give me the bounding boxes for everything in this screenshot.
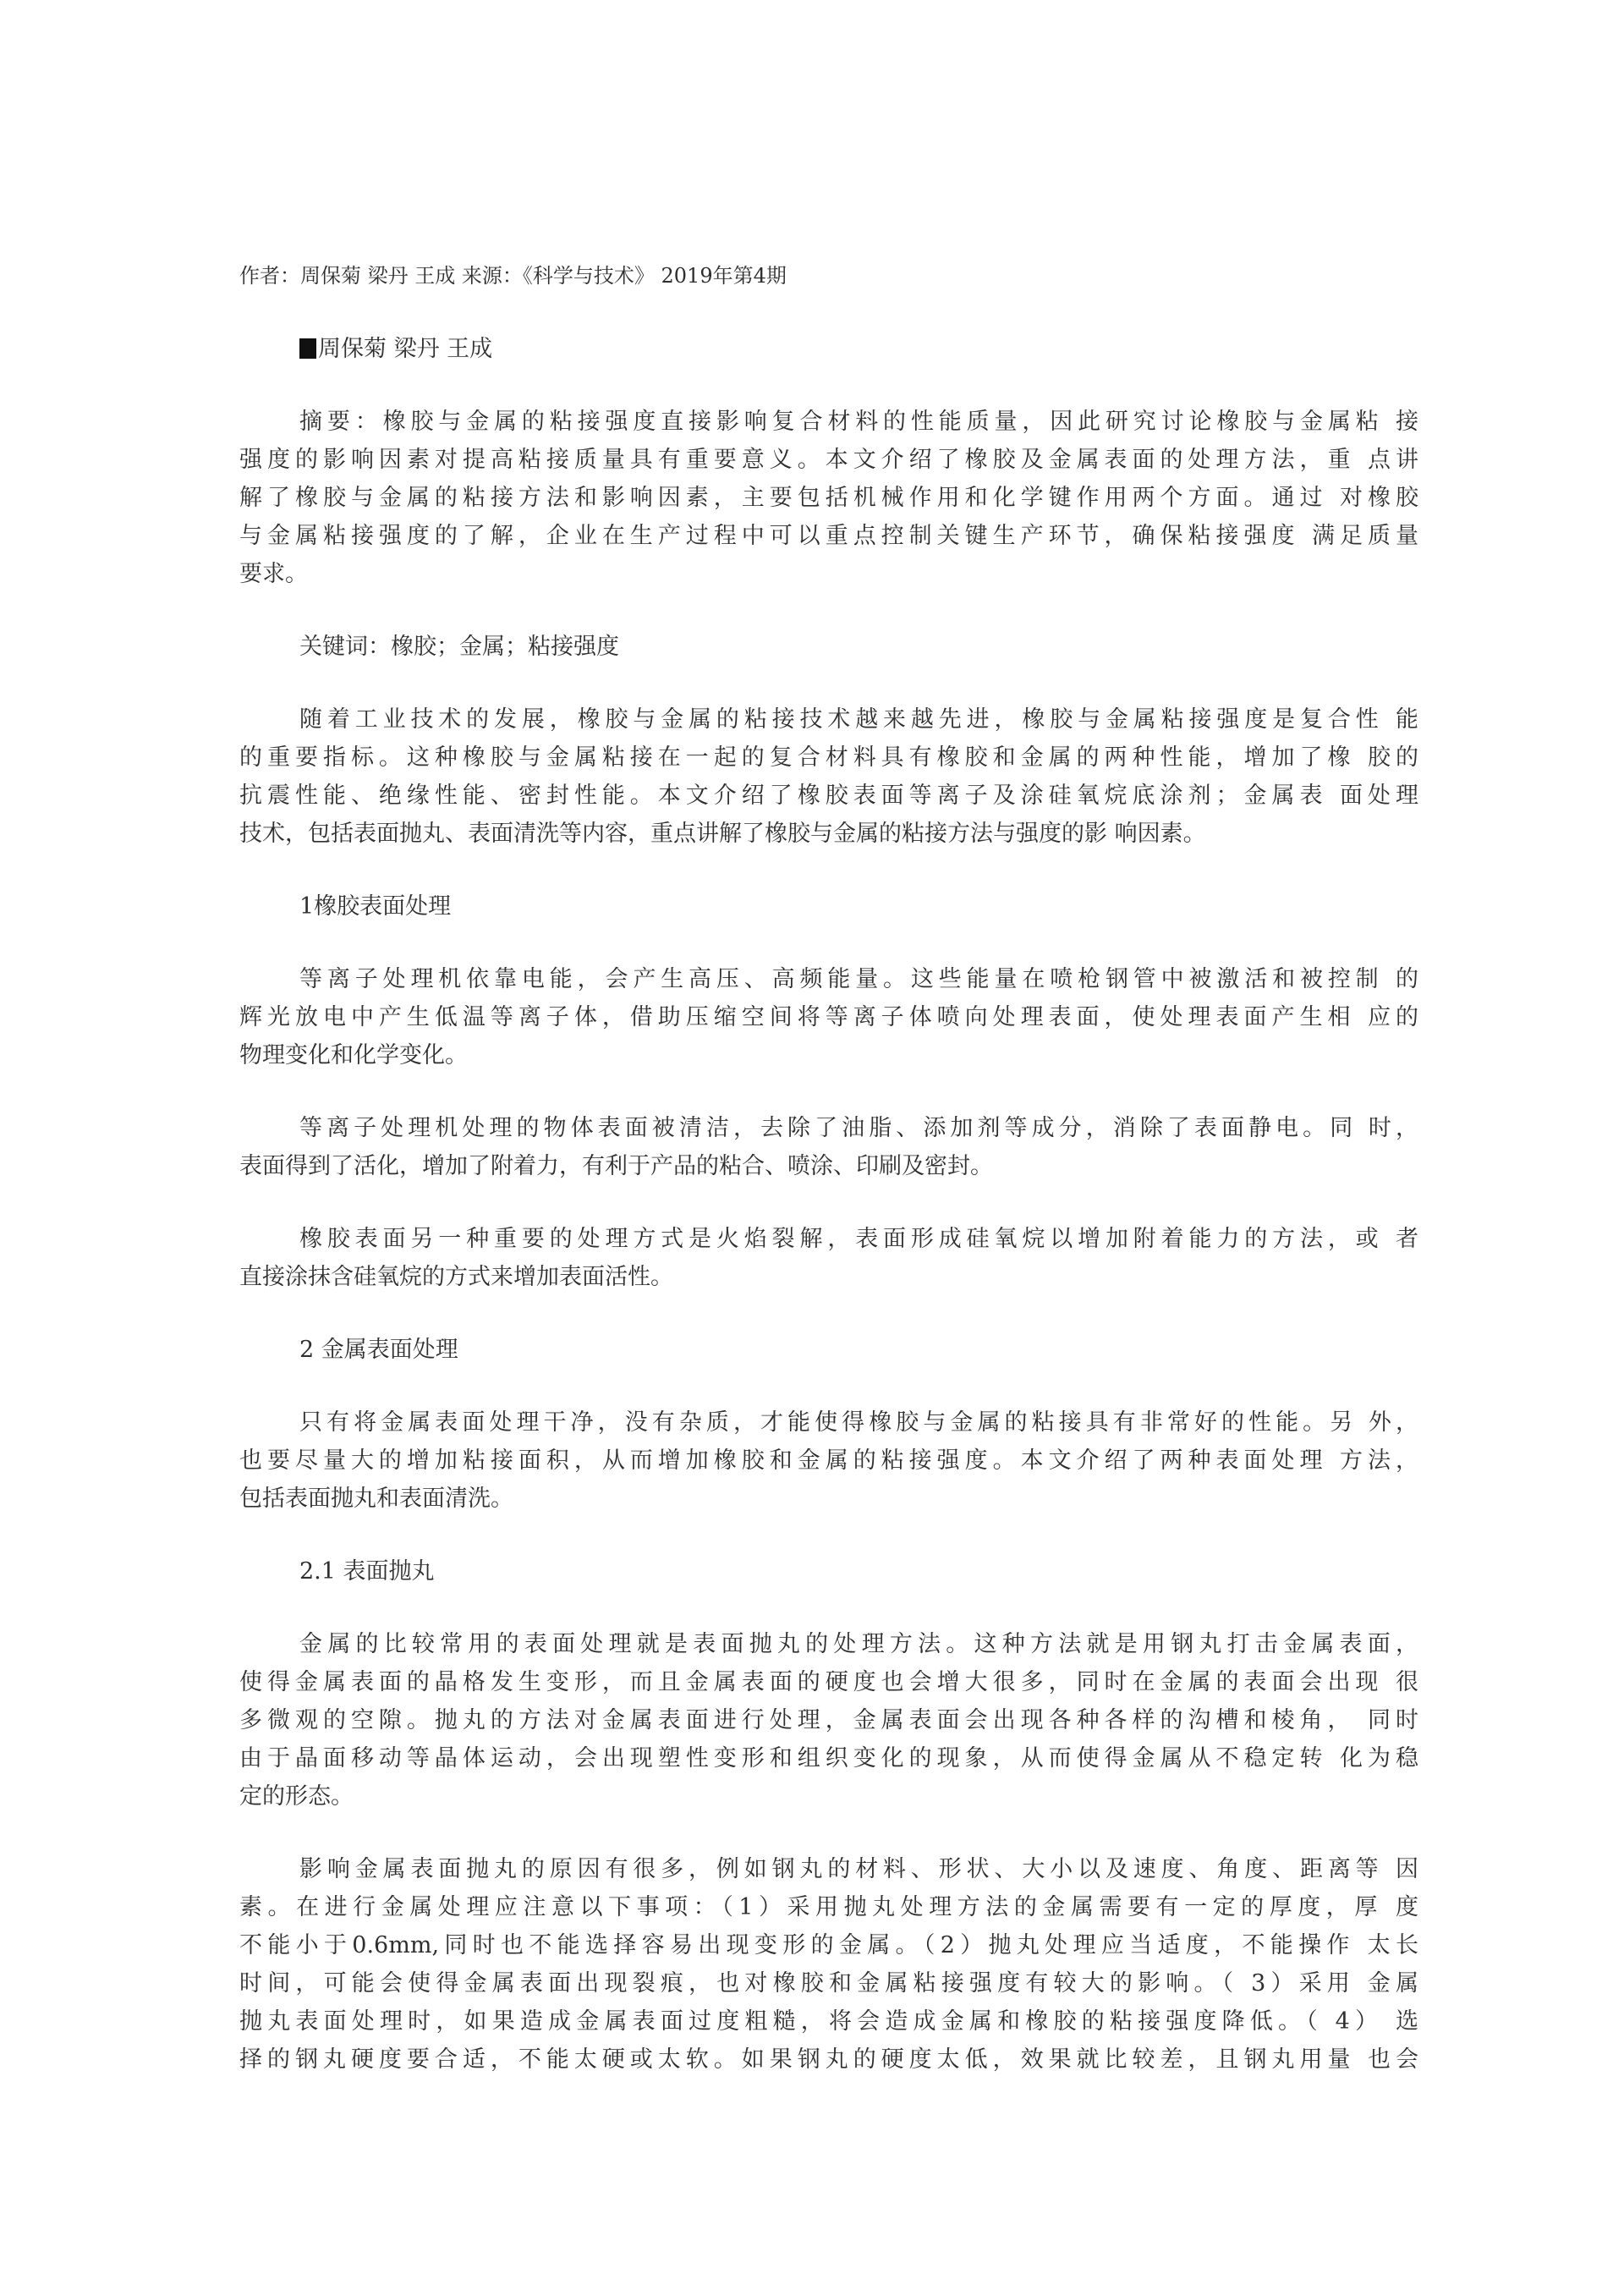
section-heading [239, 1552, 1418, 1590]
text-line: 金属的比较常用的表面处理就是表面抛丸的处理方法。这种方法就是用钢丸打击金属表面， [299, 1631, 1418, 1657]
text-line: 抛丸表面处理时，如果造成金属表面过度粗糙，将会造成金属和橡胶的粘接强度降低。（ 4） 选 [239, 2008, 1418, 2035]
paragraph [239, 960, 1418, 1074]
text-line: 抗震性能、绝缘性能、密封性能。本文介绍了橡胶表面等离子及涂硅氧烷底涂剂；金属表 面处理 [239, 783, 1418, 809]
text-line: 随着工业技术的发展，橡胶与金属的粘接技术越来越先进，橡胶与金属粘接强度是复合性 能 [299, 706, 1418, 733]
text-line: 辉光放电中产生低温等离子体，借助压缩空间将等离子体喷向处理表面，使处理表面产生相 应的 [239, 1004, 1418, 1030]
text-line: 技术，包括表面抛丸、表面清洗等内容，重点讲解了橡胶与金属的粘接方法与强度的影 响因素。 [239, 821, 1206, 847]
paragraph [239, 700, 1418, 853]
text-line: 择的钢丸硬度要合适，不能太硬或太软。如果钢丸的硬度太低，效果就比较差，且钢丸用量 也会 [239, 2046, 1418, 2073]
text-line: 素。在进行金属处理应注意以下事项：（1）采用抛丸处理方法的金属需要有一定的厚度，厚 度 [239, 1894, 1418, 1920]
source-info [239, 257, 1418, 295]
text-line: 的重要指标。这种橡胶与金属粘接在一起的复合材料具有橡胶和金属的两种性能，增加了橡 胶的 [239, 744, 1418, 771]
text-line: 等离子处理机依靠电能，会产生高压、高频能量。这些能量在喷枪钢管中被激活和被控制 的 [299, 966, 1418, 992]
text-line: 影响金属表面抛丸的原因有很多，例如钢丸的材料、形状、大小以及速度、角度、距离等 因 [299, 1856, 1418, 1882]
black-square-icon [299, 338, 316, 359]
paragraph [239, 403, 1418, 593]
text-line: 强度的影响因素对提高粘接质量具有重要意义。本文介绍了橡胶及金属表面的处理方法，重 点讲 [239, 447, 1418, 473]
text-line: 不能小于0.6mm,同时也不能选择容易出现变形的金属。（2）抛丸处理应当适度，不能操作 太长 [239, 1932, 1418, 1958]
text-line: 1橡胶表面处理 [299, 893, 452, 920]
section-heading [239, 628, 1418, 666]
paragraph [239, 1403, 1418, 1518]
text-line: 橡胶表面另一种重要的处理方式是火焰裂解，表面形成硅氧烷以增加附着能力的方法，或 者 [299, 1226, 1418, 1252]
paragraph [239, 1220, 1418, 1296]
text-line: 2.1 表面抛丸 [299, 1558, 435, 1585]
text-line: 解了橡胶与金属的粘接方法和影响因素，主要包括机械作用和化学键作用两个方面。通过 对橡胶 [239, 485, 1418, 511]
text-line: 也要尽量大的增加粘接面积，从而增加橡胶和金属的粘接强度。本文介绍了两种表面处理 方法， [239, 1447, 1418, 1474]
paragraph [239, 1850, 1418, 2079]
article-content [239, 403, 1418, 2079]
text-line: 表面得到了活化，增加了附着力，有利于产品的粘合、喷涂、印刷及密封。 [239, 1153, 993, 1179]
meta-line: 作者：周保菊 梁丹 王成 来源：《科学与技术》 2019年第4期 [239, 264, 787, 288]
text-line: 关键词：橡胶；金属；粘接强度 [299, 634, 619, 660]
text-line: 摘要：橡胶与金属的粘接强度直接影响复合材料的性能质量，因此研究讨论橡胶与金属粘 接 [299, 409, 1418, 435]
text-line: 多微观的空隙。抛丸的方法对金属表面进行处理，金属表面会出现各种各样的沟槽和棱角， 同时 [239, 1707, 1418, 1733]
text-line: 物理变化和化学变化。 [239, 1042, 468, 1068]
paragraph [239, 1625, 1418, 1815]
text-line: 定的形态。 [239, 1783, 354, 1810]
document-body [239, 257, 1418, 2113]
author-line [239, 330, 1418, 368]
text-line: 直接涂抹含硅氧烷的方式来增加表面活性。 [239, 1264, 673, 1290]
paragraph [239, 1109, 1418, 1185]
text-line: 2 金属表面处理 [299, 1337, 458, 1363]
text-line: 使得金属表面的晶格发生变形，而且金属表面的硬度也会增大很多，同时在金属的表面会出现 很 [239, 1669, 1418, 1695]
text-line: 包括表面抛丸和表面清洗。 [239, 1486, 513, 1512]
text-line: 要求。 [239, 561, 308, 587]
section-heading [239, 887, 1418, 926]
text-line: 与金属粘接强度的了解，企业在生产过程中可以重点控制关键生产环节，确保粘接强度 满足质量 [239, 523, 1418, 549]
text-line: 只有将金属表面处理干净，没有杂质，才能使得橡胶与金属的粘接具有非常好的性能。另 外， [299, 1409, 1418, 1436]
text-line: 时间，可能会使得金属表面出现裂痕，也对橡胶和金属粘接强度有较大的影响。（ 3）采用 金属 [239, 1970, 1418, 1997]
text-line: 等离子处理机处理的物体表面被清洁，去除了油脂、添加剂等成分，消除了表面静电。同 时， [299, 1115, 1418, 1141]
text-line: 由于晶面移动等晶体运动，会出现塑性变形和组织变化的现象，从而使得金属从不稳定转 化为稳 [239, 1745, 1418, 1771]
section-heading [239, 1331, 1418, 1369]
author-names: 周保菊 梁丹 王成 [318, 336, 493, 362]
